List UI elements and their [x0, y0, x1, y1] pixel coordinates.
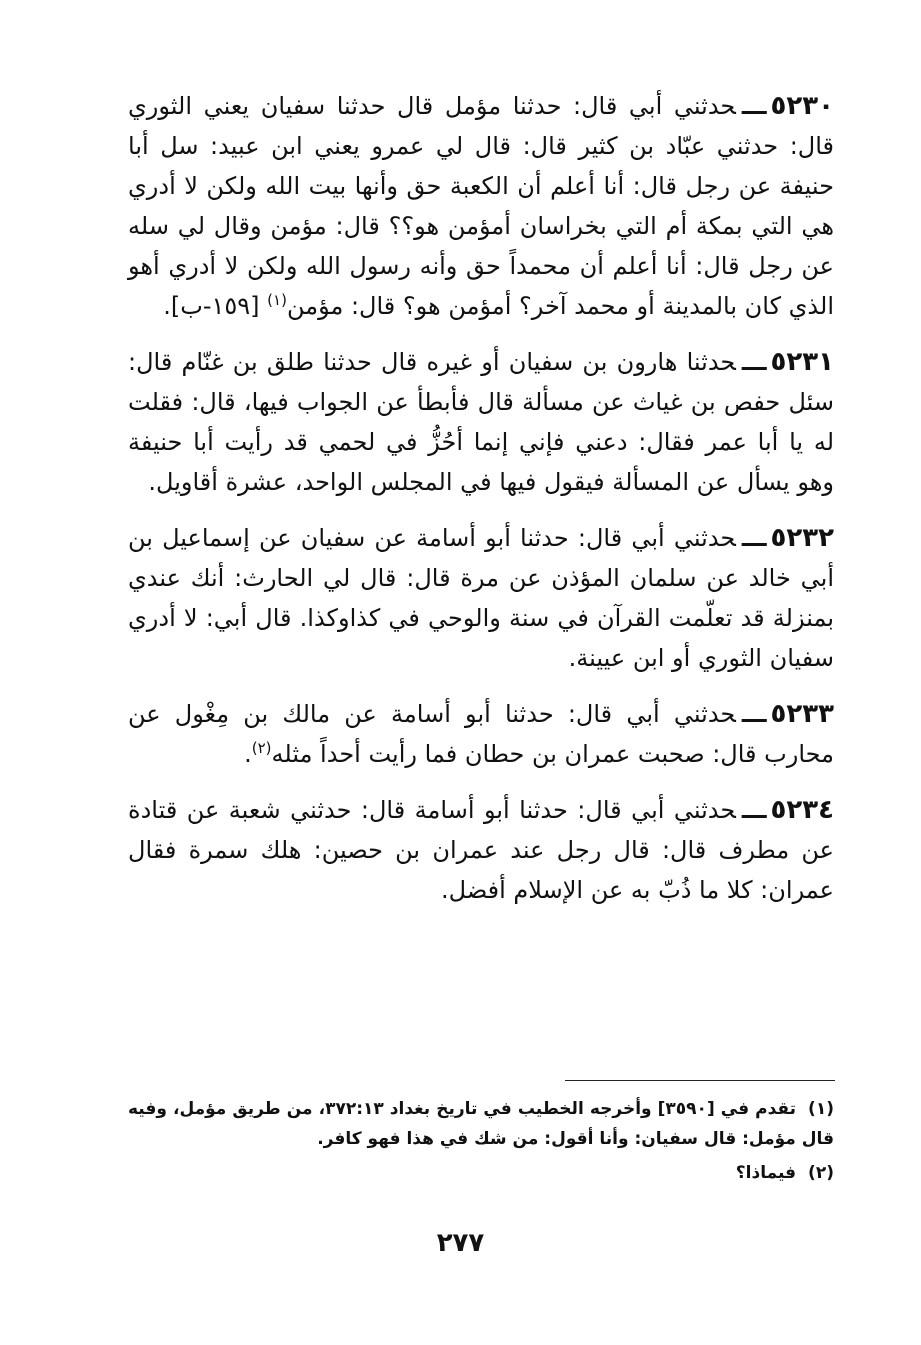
page-number: ٢٧٧ — [436, 1228, 485, 1258]
entry-5232 — [128, 518, 834, 678]
entry-number: ٥٢٣٤ — [770, 795, 834, 825]
entry-text: حدثني أبي قال: حدثنا أبو أسامة قال: حدثني شعبة عن قتادة عن مطرف قال: قال رجل عند عمران بن حصين: هلك سمرة فقال عمران: كلا ما ذُبّ به عن الإسلام أفضل. — [128, 796, 834, 904]
footnote-ref: (٢) — [251, 739, 272, 757]
footnote-text: تقدم في [٣٥٩٠] وأخرجه الخطيب في تاريخ بغداد ٣٧٢:١٣، من طريق مؤمل، وفيه قال مؤمل: قال سفيان: وأنا أقول: من شك في هذا فهو كافر. — [128, 1099, 834, 1149]
entry-dash: ـــ — [741, 796, 767, 824]
footnote-text: فيماذا؟ — [735, 1163, 797, 1183]
entry-number: ٥٢٣٢ — [770, 523, 834, 553]
entry-number: ٥٢٣٠ — [770, 91, 834, 121]
footnote-2 — [128, 1158, 834, 1188]
footnote-ref: (١) — [267, 291, 287, 309]
entry-5231 — [128, 342, 834, 502]
footnote-1 — [128, 1094, 834, 1154]
entry-dash: ـــ — [741, 92, 767, 120]
entry-5230 — [128, 86, 834, 326]
entry-number: ٥٢٣٣ — [770, 699, 834, 729]
entry-5234 — [128, 790, 834, 910]
entry-dash: ـــ — [741, 700, 767, 728]
footnote-mark: (١) — [808, 1099, 834, 1119]
footnote-separator — [565, 1080, 835, 1081]
entry-dash: ـــ — [741, 524, 767, 552]
entry-tail: . — [244, 740, 252, 768]
entry-number: ٥٢٣١ — [770, 347, 834, 377]
page-body — [128, 86, 834, 910]
entry-5233 — [128, 694, 834, 774]
footnote-mark: (٢) — [808, 1163, 834, 1183]
entry-text: حدثنا هارون بن سفيان أو غيره قال حدثنا طلق بن غنّام قال: سئل حفص بن غياث عن مسألة قال فأبطأ عن الجواب فيها، قال: فقلت له يا أبا عمر فقال: دعني فإني إنما أحُزُّ في لحمي قد رأيت أبا حنيفة وهو يسأل عن المسألة فيقول فيها في المجلس الواحد، عشرة أقاويل. — [128, 348, 834, 496]
entry-text: حدثني أبي قال: حدثنا أبو أسامة عن مالك بن مِغْول عن محارب قال: صحبت عمران بن حطان فما رأيت أحداً مثله — [128, 700, 834, 768]
entry-text: حدثني أبي قال: حدثنا أبو أسامة عن سفيان عن إسماعيل بن أبي خالد عن سلمان المؤذن عن مرة قال: قال لي الحارث: أنك عندي بمنزلة قد تعلّمت القرآن في سنة والوحي في كذاوكذا. قال أبي: لا أدري سفيان الثوري أو ابن عيينة. — [128, 524, 834, 672]
footnotes — [128, 1094, 834, 1192]
entry-dash: ـــ — [741, 348, 767, 376]
entry-tail: [١٥٩-ب]. — [163, 292, 260, 320]
entry-text: حدثني أبي قال: حدثنا مؤمل قال حدثنا سفيان يعني الثوري قال: حدثني عبّاد بن كثير قال: قال لي عمرو يعني ابن عبيد: سل أبا حنيفة عن رجل قال: أنا أعلم أن الكعبة حق وأنها بيت الله ولكن لا أدري هي التي بمكة أم التي بخراسان أمؤمن هو؟؟ قال: مؤمن وقال لي سله عن رجل قال: أنا أعلم أن محمداً حق وأنه رسول الله ولكن لا أدري أهو الذي كان بالمدينة أو محمد آخر؟ أمؤمن هو؟ قال: مؤمن — [128, 92, 834, 320]
